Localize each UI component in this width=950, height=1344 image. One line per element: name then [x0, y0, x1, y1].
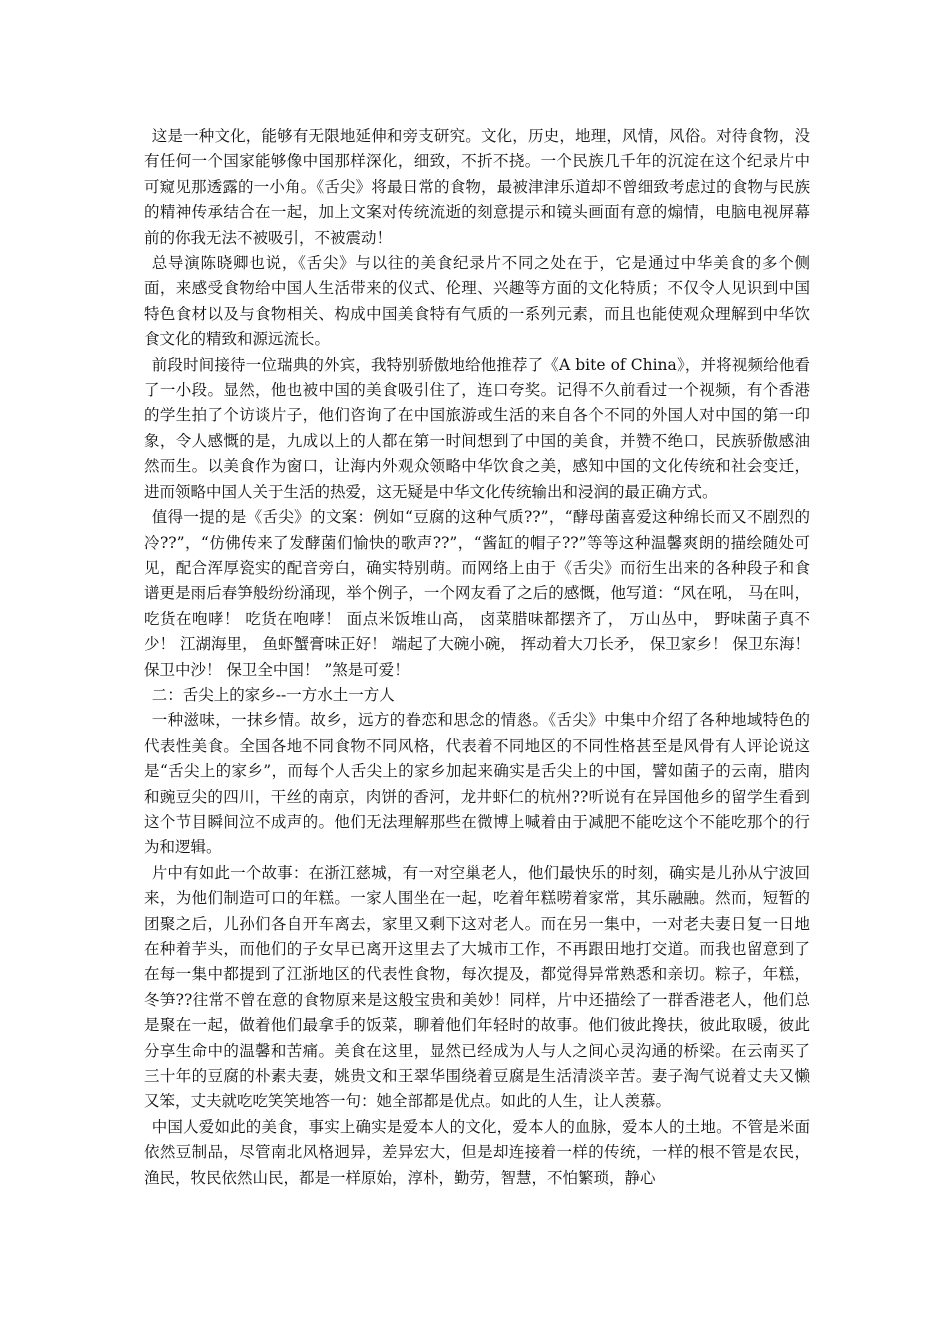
- section-heading: 二：舌尖上的家乡--一方水土一方人: [151, 685, 395, 704]
- paragraph-4: 值得一提的是《舌尖》的文案：例如“豆腐的这种气质??”，“酵母菌喜爱这种绵长而又不剧烈的冷??”，“仿佛传来了发酵菌们愉快的歌声??”，“酱缸的帽子??”等等这种温馨爽朗的描绘随处可见，配合浑厚瓷实的配音旁白，确实特别萌。而网络上由于《舌尖》而衍生出来的各种段子和食谱更是雨后春笋般纷纷涌现，举个例子，一个网友看了之后的感慨，他写道：“风在吼， 马在叫， 吃货在咆哮！ 吃货在咆哮！ 面点米饭堆山高， 卤菜腊味都摆齐了， 万山丛中， 野味菌子真不少！ 江湖海里， 鱼虾蟹膏味正好！ 端起了大碗小碗， 挥动着大刀长矛， 保卫家乡！ 保卫东海！ 保卫中沙！ 保卫全中国！ ”煞是可爱！: [144, 508, 810, 679]
- paragraph-7: 中国人爱如此的美食，事实上确实是爱本人的文化，爱本人的血脉，爱本人的土地。不管是米面依然豆制品，尽管南北风格迥异，差异宏大，但是却连接着一样的传统，一样的根不管是农民，渔民，牧民依然山民，都是一样原始，淳朴，勤劳，智慧，不怕繁琐，静心: [144, 1117, 810, 1187]
- paragraph-1: 这是一种文化，能够有无限地延伸和旁支研究。文化，历史，地理，风情，风俗。对待食物，没有任何一个国家能够像中国那样深化，细致，不折不挠。一个民族几千年的沉淀在这个纪录片中可窥见那透露的一小角。《舌尖》将最日常的食物，最被津津乐道却不曾细致考虑过的食物与民族的精神传承结合在一起，加上文案对传统流逝的刻意提示和镜头画面有意的煽情，电脑电视屏幕前的你我无法不被吸引，不被震动！: [144, 127, 810, 247]
- paragraph-2: 总导演陈晓卿也说，《舌尖》与以往的美食纪录片不同之处在于，它是通过中华美食的多个侧面，来感受食物给中国人生活带来的仪式、伦理、兴趣等方面的文化特质；不仅令人见识到中国特色食材以及与食物相关、构成中国美食特有气质的一系列元素，而且也能使观众理解到中华饮食文化的精致和源远流长。: [144, 254, 810, 349]
- paragraph-5: 一种滋味，一抹乡情。故乡，远方的眷恋和思念的情㥕。《舌尖》中集中介绍了各种地域特色的代表性美食。全国各地不同食物不同风格，代表着不同地区的不同性格甚至是风骨有人评论说这是“舌尖上的家乡”，而每个人舌尖上的家乡加起来确实是舌尖上的中国，譬如菌子的云南，腊肉和豌豆尖的四川，干丝的南京，肉饼的香河，龙井虾仁的杭州??听说有在异国他乡的留学生看到这个节目瞬间泣不成声的。他们无法理解那些在微博上喊着由于减肥不能吃这个不能吃那个的行为和逻辑。: [144, 711, 810, 857]
- paragraph-3: 前段时间接待一位瑞典的外宾，我特别骄傲地给他推荐了《A bite of China》，并将视频给他看了一小段。显然，他也被中国的美食吸引住了，连口夸奖。记得不久前看过一个视频，有个香港的学生拍了个访谈片子，他们咨询了在中国旅游或生活的来自各个不同的外国人对中国的第一印象，令人感慨的是，九成以上的人都在第一时间想到了中国的美食，并赞不绝口，民族骄傲感油然而生。以美食作为窗口，让海内外观众领略中华饮食之美，感知中国的文化传统和社会变迁，进而领略中国人关于生活的热爱，这无疑是中华文化传统输出和浸润的最正确方式。: [144, 355, 810, 501]
- document-body: [144, 124, 810, 1191]
- paragraph-6: 片中有如此一个故事：在浙江慈城，有一对空巢老人，他们最快乐的时刻，确实是儿孙从宁波回来，为他们制造可口的年糕。一家人围坐在一起，吃着年糕唠着家常，其乐融融。然而，短暂的团聚之后，儿孙们各自开车离去，家里又剩下这对老人。而在另一集中，一对老夫妻日复一日地在种着芋头，而他们的子女早已离开这里去了大城市工作，不再跟田地打交道。而我也留意到了在每一集中都提到了江浙地区的代表性食物，每次提及，都觉得异常熟悉和亲切。粽子，年糕，冬笋??往常不曾在意的食物原来是这般宝贵和美妙！同样，片中还描绘了一群香港老人，他们总是聚在一起，做着他们最拿手的饭菜，聊着他们年轻时的故事。他们彼此搀扶，彼此取暖，彼此分享生命中的温馨和苦痛。美食在这里，显然已经成为人与人之间心灵沟通的桥梁。在云南买了三十年的豆腐的朴素夫妻，姚贵文和王翠华围绕着豆腐是生活清淡辛苦。妻子淘气说着丈夫又懒又笨，丈夫就吃吃笑笑地答一句：她全部都是优点。如此的人生，让人羡慕。: [144, 863, 810, 1111]
